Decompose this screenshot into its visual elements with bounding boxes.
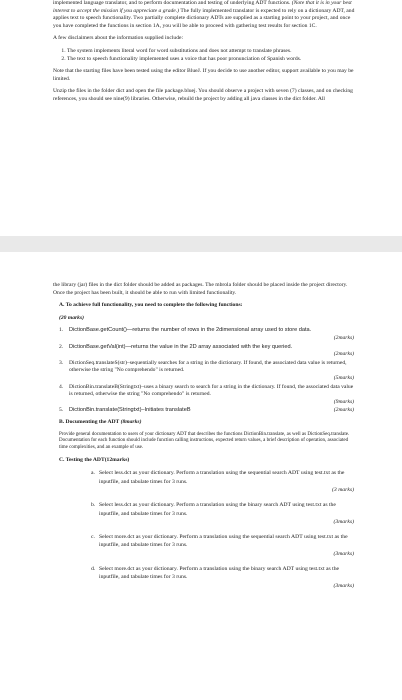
- intro-rest: The fully implemented translator is expected to rely on a dictionary ADT, and applies text to speech functionality. Two partially complete dictionary ADTs are supplied as a starting point to your project, and once you have completed the functions in section 1A, you will be able to proceed with gathering test results for section 1C.: [53, 7, 355, 29]
- list-item: [91, 501, 358, 527]
- item-text: DictionBin.translate(Stringtxt)–Initiates translateB: [69, 407, 191, 414]
- item-number: 4.: [59, 383, 64, 390]
- item-text: DictionBin.translateB(Stringtxt)–uses a binary search to search for a string in the dictionary. If found, the associated data value is returned, otherwise the string "No comprehendo" is returned.: [69, 383, 354, 398]
- list-item: [59, 384, 358, 407]
- section-a-title: A. To achieve full functionality, you need to complete the following functions:: [59, 302, 243, 309]
- item-marks: (5marks): [333, 374, 354, 381]
- item-number: 5.: [59, 407, 64, 414]
- intro-note: (Note that it is in your best interest to accept the mission if you appreciate a grade.): [53, 0, 352, 14]
- section-c: [59, 457, 358, 591]
- section-a-list: [59, 327, 358, 415]
- item-number: 3.: [59, 359, 64, 366]
- unzip-note: Unzip the files in the folder dict and open the file package.bluej. You should observe a project with seven (7) classes, and on checking references, you should see nine(9) libraries. Otherwise, rebuild the project by adding all java classes in the dict folder. All: [53, 88, 353, 102]
- disclaimers-title: A few disclaimers about the information supplied include:: [53, 35, 184, 42]
- list-item: [91, 533, 358, 559]
- intro-paragraph: [53, 0, 358, 30]
- item-number: d.: [91, 565, 96, 572]
- section-b-title-text: B. Documenting the ADT: [59, 418, 120, 425]
- editor-note: Note that the starting files have been tested using the editor BlueJ. If you decide to use another editor, support available to you may be limited.: [53, 68, 354, 82]
- item-marks: (2marks): [333, 407, 354, 414]
- section-c-list: [91, 469, 358, 590]
- item-number: 1.: [59, 327, 64, 334]
- item-marks: (3marks): [333, 550, 354, 557]
- item-number: a.: [91, 470, 95, 477]
- section-c-title: C. Testing the ADT(12marks): [59, 456, 130, 463]
- list-item: [59, 344, 358, 359]
- library-paragraph: the library (jar) files in the dict folder should be added as packages. The mbrola folder should be placed inside the project directory. Once the project has been built, it should be able to run with limited functionality.: [53, 282, 348, 296]
- list-item: [59, 327, 358, 342]
- disclaimers-list: [53, 48, 358, 63]
- disclaimer-item: 1. The system implements literal word for word substitutions and does not attempt to translate phrases.: [67, 48, 358, 56]
- item-marks: (2marks): [333, 351, 354, 358]
- list-item: [59, 360, 358, 383]
- item-marks: (3marks): [333, 582, 354, 589]
- item-marks: (2marks): [333, 334, 354, 341]
- item-number: 2.: [59, 343, 64, 350]
- item-text: DictionSeq.translateS(str)–sequentially searches for a string in the dictionary. If found, the associated data value is returned, otherwise the string "No comprehendo" is returned.: [69, 359, 347, 374]
- section-b-title: [59, 419, 358, 427]
- item-text: Select less.dct as your dictionary. Perform a translation using the sequential search ADT using test.txt as the inputfile, and tabulate times for 3 runs.: [99, 470, 345, 485]
- item-marks: (9marks): [333, 398, 354, 405]
- item-text: Select less.dct as your dictionary. Perform a translation using the binary search ADT using test.txt as the inputfile, and tabulate times for 3 runs.: [99, 501, 336, 517]
- disclaimer-item: 2. The text to speech functionality implemented uses a voice that has poor pronunciation of Spanish words.: [67, 56, 358, 64]
- document-page-2: [0, 252, 402, 700]
- item-marks: (3marks): [333, 519, 354, 526]
- intro-text: implemented language translator, and to perform documentation and testing of underlying ADT functions.: [53, 0, 291, 6]
- item-text: Select more.dct as your dictionary. Perform a translation using the binary search ADT using test.txt as the inputfile, and tabulate times for 3 runs.: [99, 565, 340, 581]
- section-a-marks: (20 marks): [59, 314, 85, 321]
- item-number: b.: [91, 501, 96, 508]
- item-text: DictionBase.getCount()—returns the number of rows in the 2dimensional array used to store data.: [69, 327, 312, 334]
- list-item: [91, 565, 358, 591]
- item-marks: (3 marks): [332, 487, 354, 494]
- list-item: [91, 469, 358, 495]
- item-text: DictionBase.getVal(int)—returns the value in the 2D array associated with the key queried.: [69, 343, 293, 350]
- list-item: [59, 407, 358, 415]
- section-b-marks: (8marks): [120, 418, 142, 425]
- document-page-1: [0, 0, 402, 236]
- section-b-body: Provide general documentation to users of your dictionary ADT that describes the functions DictionBin.translate, as well as DictionSeq.translate. Documentation for each function should include function calling instructions, expected return values, a brief description of operation, associated time complexities, and an example of use.: [59, 431, 350, 450]
- item-text: Select more.dct as your dictionary. Perform a translation using the sequential search ADT using test.txt as the inputfile, and tabulate times for 3 runs.: [99, 533, 348, 549]
- section-a: [59, 302, 358, 415]
- item-number: c.: [91, 533, 95, 540]
- section-b: [59, 419, 358, 452]
